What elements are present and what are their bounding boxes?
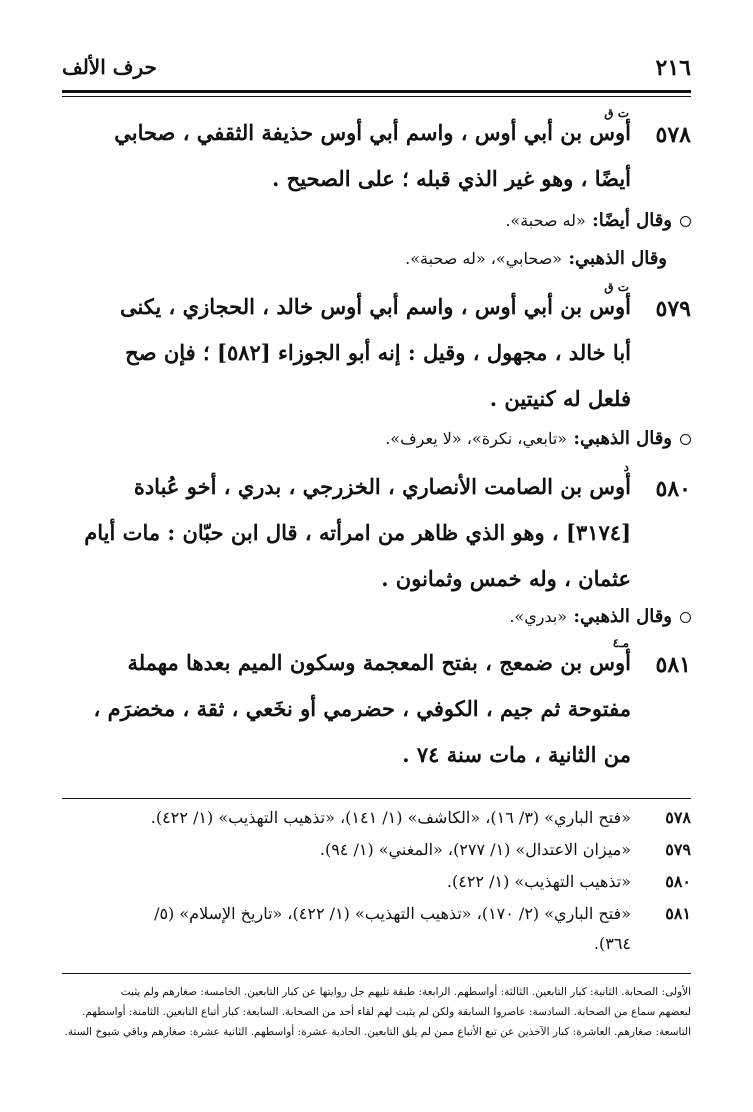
entry-marker: د [623,460,629,474]
footnote-text: «فتح الباري» (٣/ ١٦)، «الكاشف» (١/ ١٤١)، «تذهيب التهذيب» (١/ ٤٢٢). [150,808,631,827]
entry-text [62,640,631,778]
footnote-text: ٣٦٤). [593,934,631,953]
note-circle-icon [680,612,691,623]
entry-line: عثمان ، وله خمس وثمانون . [381,566,631,591]
note-quote: «تابعي، نكرة»، «لا يعرف». [385,429,568,448]
footnote-number: ٥٧٩ [665,840,691,859]
entry-line: فلعل له كنيتين . [489,386,631,411]
legend-line: لبعضهم سماع من الصحابة. السادسة: عاصروا السابقة ولكن لم يثبت لهم لقاء أحد من الصحابة. السابعة: كبار أتباع التابعين. الثامنة: أواسطهم. [82,1006,691,1018]
note-label: وقال الذهبي: [573,428,672,449]
footnote-number: ٥٨٠ [665,872,691,891]
note-579 [62,428,691,449]
footnote-rule [62,798,691,799]
entry-line: أيضًا ، وهو غير الذي قبله ؛ على الصحيح . [272,166,631,191]
entry-text [62,110,631,202]
entry-text [62,464,631,602]
entry-line: أوس بن الصامت الأنصاري ، الخزرجي ، بدري ، أخو عُبادة [133,474,631,499]
footnote-number: ٥٨١ [665,904,691,923]
entry-line: من الثانية ، مات سنة ٧٤ . [402,742,631,767]
entry-text [62,284,631,422]
page-number: ٢١٦ [655,55,691,81]
note-578-b [62,248,667,269]
note-label: وقال الذهبي: [568,248,667,269]
entry-number: ٥٧٩ [655,296,691,322]
legend-line: الأولى: الصحابة. الثانية: كبار التابعين. الثالثة: أواسطهم. الرابعة: طبقة تليهم جل روايتها عن كبار التابعين. الخامسة: صغارهم ولم يثبت [120,986,691,998]
legend-rule [62,973,691,974]
tabaqat-legend [62,982,691,1042]
note-quote: «صحابي»، «له صحبة». [405,249,563,268]
entry-line: أوس بن ضمعج ، بفتح المعجمة وسكون الميم بعدها مهملة [127,650,631,675]
legend-line: التاسعة: صغارهم. العاشرة: كبار الآخذين عن تبع الأتباع ممن لم يلق التابعين. الحادية عشرة: أواسطهم. الثانية عشرة: صغارهم وباقي شيوخ الستة. [64,1026,691,1038]
note-circle-icon [680,216,691,227]
chapter-title: حرف الألف [62,55,157,79]
entry-marker: ت ق [604,280,629,294]
entry-marker: مـ٤ [612,636,629,650]
note-circle-icon [680,434,691,445]
entry-line: مفتوحة ثم جيم ، الكوفي ، حضرمي أو نخَعي ، ثقة ، مخضرَم ، [93,696,631,721]
note-label: وقال الذهبي: [573,606,672,627]
note-quote: «بدري». [509,607,568,626]
footnote-text: «فتح الباري» (٢/ ١٧٠)، «تذهيب التهذيب» (١/ ٤٢٢)، «تاريخ الإسلام» (٥/ [154,904,631,923]
note-580 [62,606,691,627]
header-rule-thin [62,96,691,97]
footnote-text: «تذهيب التهذيب» (١/ ٤٢٢). [446,872,631,891]
entry-marker: ت ق [604,106,629,120]
header-rule-thick [62,90,691,93]
footnote-number: ٥٧٨ [665,808,691,827]
footnote-text: «ميزان الاعتدال» (١/ ٢٧٧)، «المغني» (١/ ٩٤). [319,840,631,859]
note-quote: «له صحبة». [505,211,586,230]
note-label: وقال أيضًا: [592,210,672,231]
page-header [62,55,691,89]
entry-line: [٣١٧٤] ، وهو الذي ظاهر من امرأته ، قال ابن حبّان : مات أيام [84,520,631,545]
entry-number: ٥٨٠ [655,476,691,502]
note-578-a [62,210,691,231]
entry-line: أوس بن أبي أوس ، واسم أبي أوس خالد ، الحجازي ، يكنى [119,294,631,319]
entry-line: أوس بن أبي أوس ، واسم أبي أوس حذيفة الثقفي ، صحابي [114,120,631,145]
entry-number: ٥٨١ [655,652,691,678]
entry-line: أبا خالد ، مجهول ، وقيل : إنه أبو الجوزاء [٥٨٢] ؛ فإن صح [125,340,631,365]
entry-number: ٥٧٨ [655,122,691,148]
